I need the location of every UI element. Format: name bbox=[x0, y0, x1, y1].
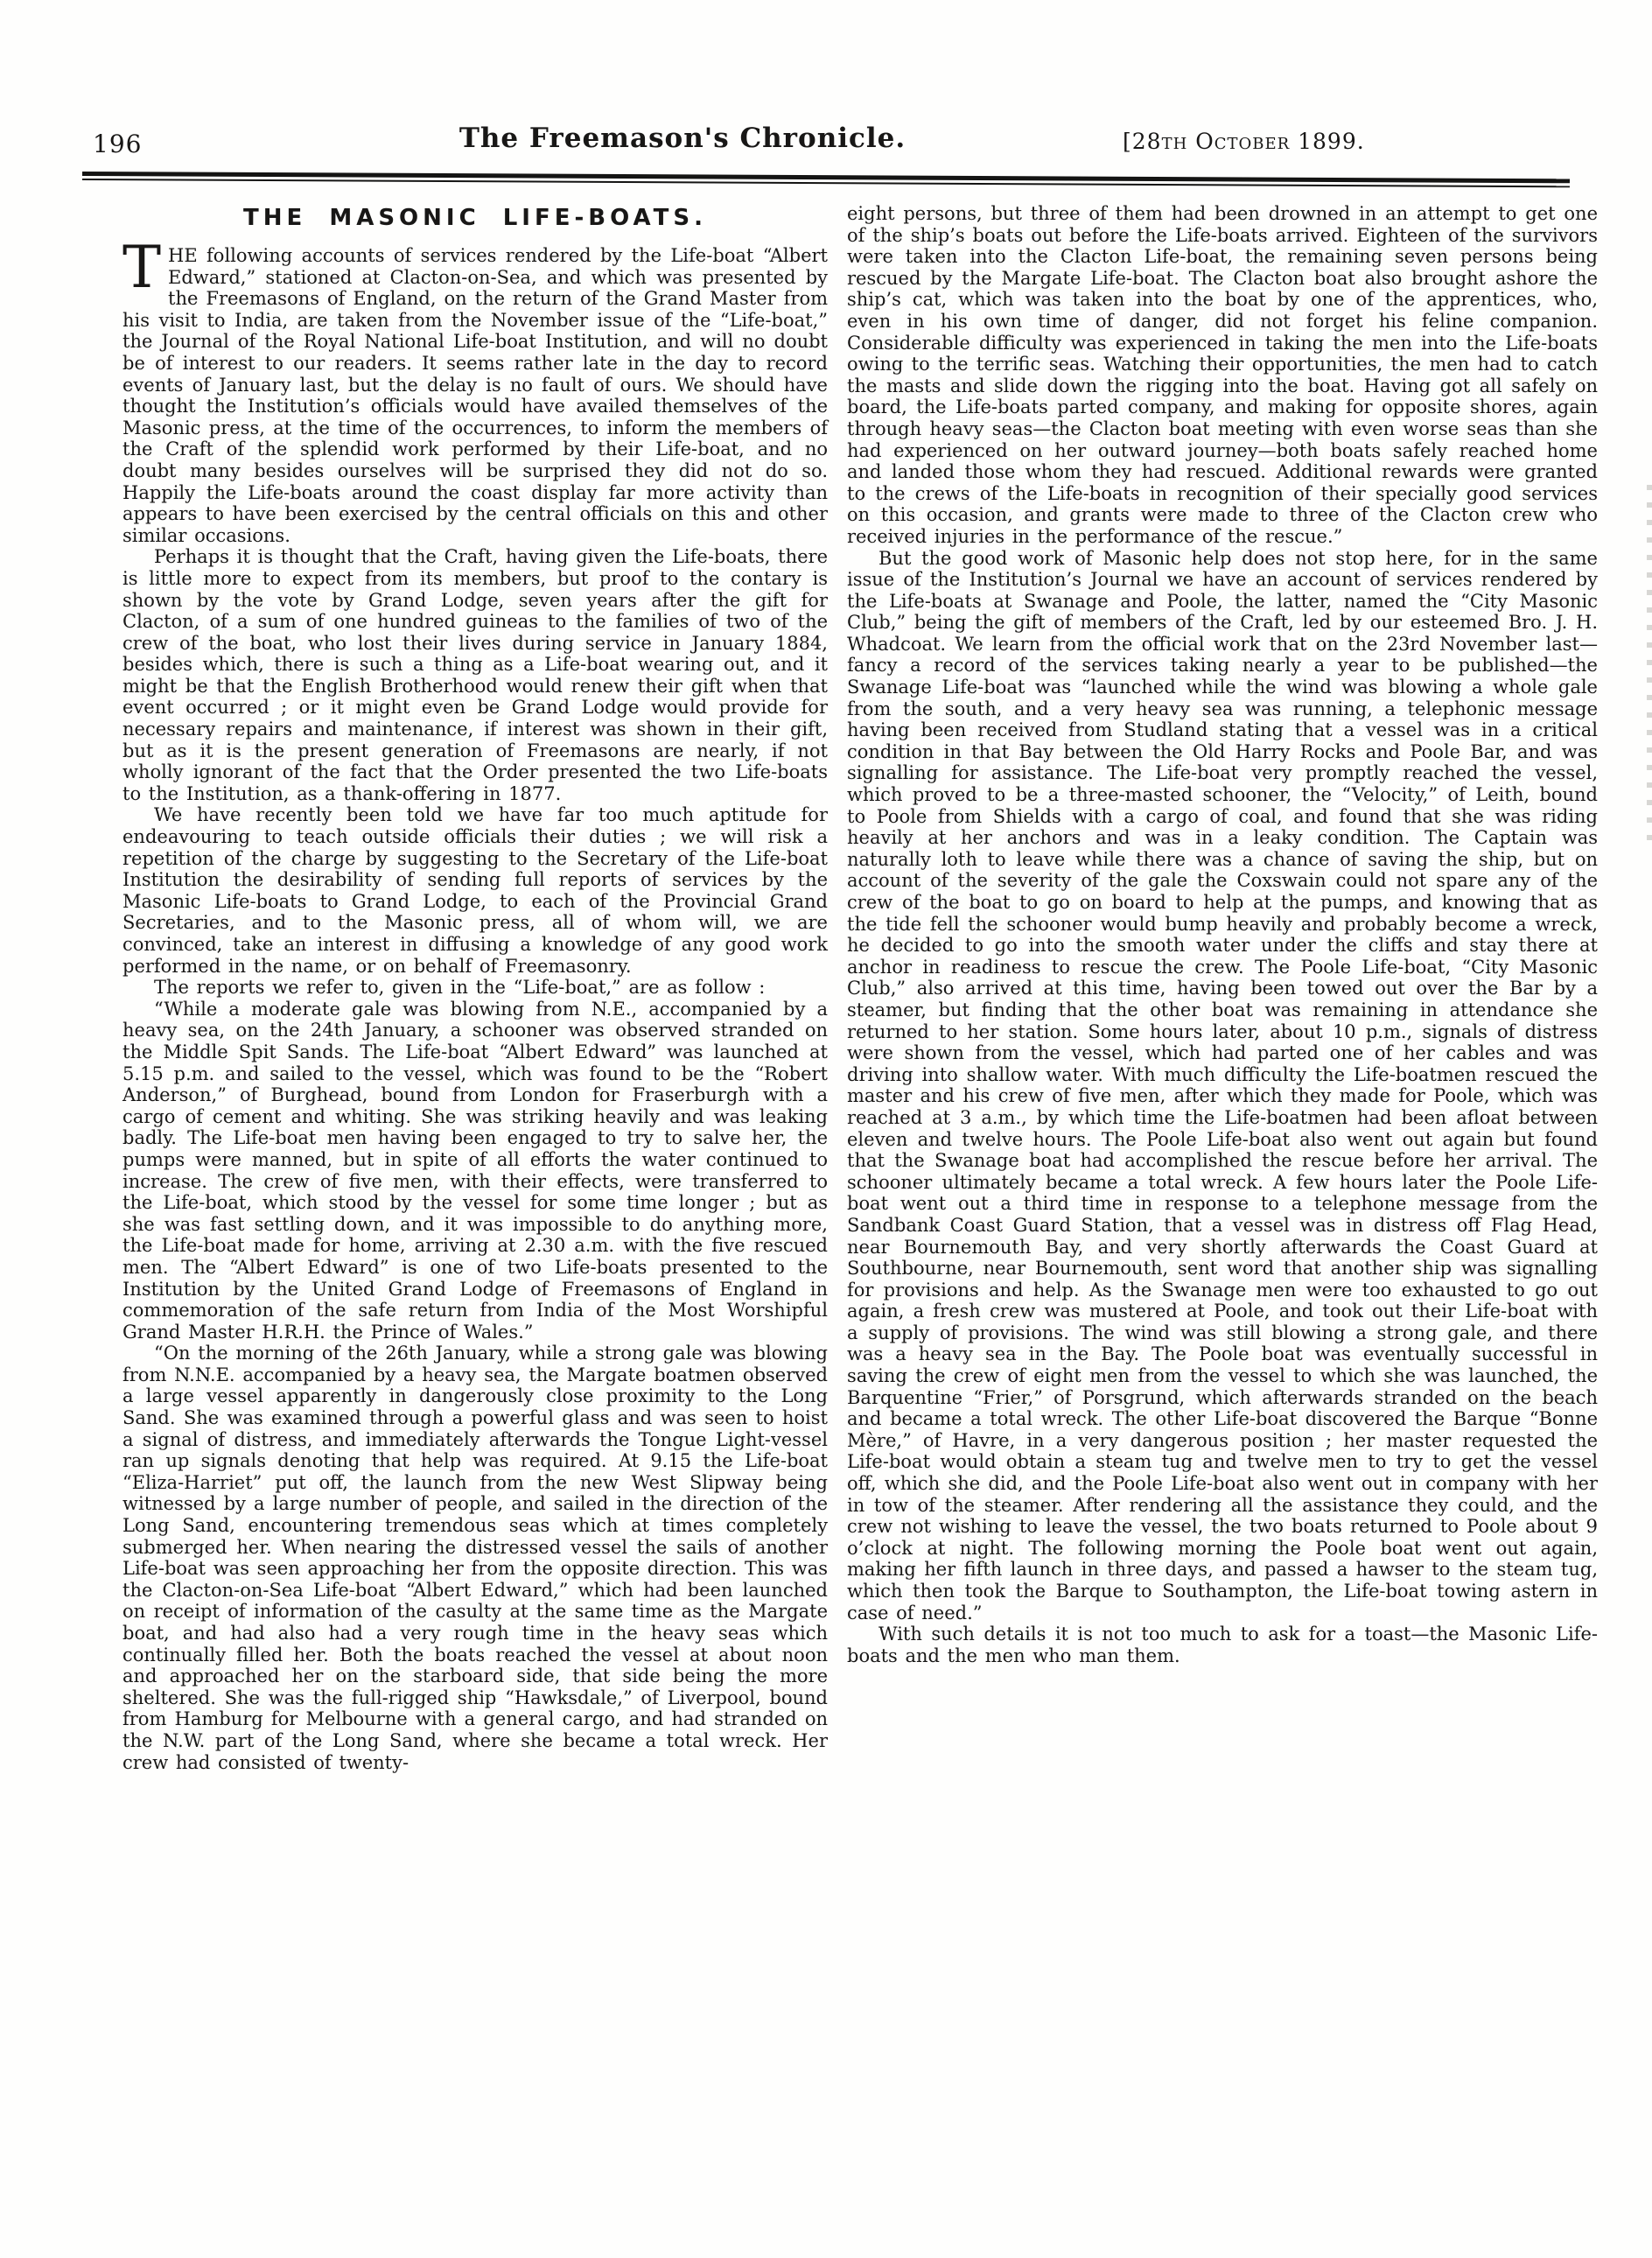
paragraph: With such details it is not too much to ask for a toast—the Masonic Life-boats and the men who man them. bbox=[847, 1623, 1598, 1666]
paragraph: But the good work of Masonic help does not stop here, for in the same issue of the Institution’s Journal we have an account of services rendered by the Life-boats at Swanage and Poole, the latter, named the “City Masonic Club,” being the gift of members of the Craft, led by our esteemed Bro. J. H. Whadcoat. We learn from the official work that on the 23rd November last—fancy a record of the services taking nearly a year to be published—the Swanage Life-boat was “launched while the wind was blowing a whole gale from the south, and a very heavy sea was running, a telephonic message having been received from Studland stating that a vessel was in a critical condition in that Bay between the Old Harry Rocks and Poole Bar, and was signalling for assistance. The Life-boat very promptly reached the vessel, which proved to be a three-masted schooner, the “Velocity,” of Leith, bound to Poole from Shields with a cargo of coal, and found that she was riding heavily at her anchors and was in a leaky condition. The Captain was naturally loth to leave while there was a chance of saving the ship, but on account of the severity of the gale the Coxswain could not spare any of the crew of the boat to go on board to help at the pumps, and knowing that as the tide fell the schooner would bump heavily and probably become a wreck, he decided to go into the smooth water under the cliffs and stay there at anchor in readiness to rescue the crew. The Poole Life-boat, “City Masonic Club,” also arrived at this time, having been towed out over the Bar by a steamer, but finding that the other boat was remaining in attendance she returned to her station. Some hours later, about 10 p.m., signals of distress were shown from the vessel, which had parted one of her cables and was driving into shallow water. With much difficulty the Life-boatmen rescued the master and his crew of five men, after which they made for Poole, which was reached at 3 a.m., by which time the Life-boatmen had been afloat between eleven and twelve hours. The Poole Life-boat also went out again but found that the Swanage boat had accomplished the rescue before her arrival. The schooner ultimately became a total wreck. A few hours later the Poole Life-boat went out a third time in response to a telephone message from the Sandbank Coast Guard Station, that a vessel was in distress off Flag Head, near Bournemouth Bay, and very shortly afterwards the Coast Guard at Southbourne, near Bournemouth, sent word that another ship was signalling for provisions and help. As the Swanage men were too exhausted to go out again, a fresh crew was mustered at Poole, and took out their Life-boat with a supply of provisions. The wind was still blowing a strong gale, and there was a heavy sea in the Bay. The Poole boat was eventually successful in saving the crew of eight men from the vessel to which she was launched, the Barquentine “Frier,” of Porsgrund, which afterwards stranded on the beach and became a total wreck. The other Life-boat discovered the Barque “Bonne Mère,” of Havre, in a very dangerous position ; her master requested the Life-boat would obtain a steam tug and twelve men to try to get the vessel off, which she did, and the Poole Life-boat also went out in company with her in tow of the steamer. After rendering all the assistance they could, and the crew not wishing to leave the vessel, the two boats returned to Poole about 9 o’clock at night. The following morning the Poole boat went out again, making her fifth launch in three days, and passed a hawser to the steam tug, which then took the Barque to Southampton, the Life-boat towing astern in case of need.” bbox=[847, 547, 1598, 1623]
paragraph bbox=[122, 234, 828, 546]
left-column bbox=[122, 203, 828, 1773]
paragraph: “On the morning of the 26th January, while a strong gale was blowing from N.N.E. accompanied by a heavy sea, the Margate boatmen observed a large vessel apparently in dangerously close proximity to the Long Sand. She was examined through a powerful glass and was seen to hoist a signal of distress, and immediately afterwards the Tongue Light-vessel ran up signals denoting that help was required. At 9.15 the Life-boat “Eliza-Harriet” put off, the launch from the new West Slipway being witnessed by a large number of people, and sailed in the direction of the Long Sand, encountering tremendous seas which at times completely submerged her. When nearing the distressed vessel the sails of another Life-boat was seen approaching her from the opposite direction. This was the Clacton-on-Sea Life-boat “Albert Edward,” which had been launched on receipt of information of the casulty at the same time as the Margate boat, and had also had a very rough time in the heavy seas which continually filled her. Both the boats reached the vessel at about noon and approached her on the starboard side, that side being the more sheltered. She was the full-rigged ship “Hawksdale,” of Liverpool, bound from Hamburg for Melbourne with a general cargo, and had stranded on the N.W. part of the Long Sand, where she became a total wreck. Her crew had consisted of twenty- bbox=[122, 1343, 828, 1773]
paragraph: The reports we refer to, given in the “Life-boat,” are as follow : bbox=[154, 977, 766, 999]
masthead bbox=[0, 123, 1652, 175]
paragraph: Perhaps it is thought that the Craft, having given the Life-boats, there is little more to expect from its members, but proof to the contary is shown by the vote by Grand Lodge, seven years after the gift for Clacton, of a sum of one hundred guineas to the families of two of the crew of the boat, who lost their lives during service in January 1884, besides which, there is such a thing as a Life-boat wearing out, and it might be that the English Brotherhood would renew their gift when that event occurred ; or it might even be Grand Lodge would provide for necessary repairs and maintenance, if interest was shown in their gift, but as it is the present generation of Freemasons are nearly, if not wholly ignorant of the fact that the Order presented the two Life-boats to the Institution, as a thank-offering in 1877. bbox=[122, 546, 828, 804]
issue-date: [28th October 1899. bbox=[1123, 129, 1365, 154]
paragraph-text: HE following accounts of services rendered by the Life-boat “Albert Edward,” stationed at Clacton-on-Sea, and which was presented by the Freemasons of England, on the return of the Grand Master from his visit to India, are taken from the November issue of the “Life-boat,” the Journal of the Royal National Life-boat Institution, and will no doubt be of interest to our readers. It seems rather late in the day to record events of January last, but the delay is no fault of ours. We should have thought the Institution’s officials would have availed themselves of the Masonic press, at the time of the occurrences, to inform the members of the Craft of the splendid work performed by their Life-boat, and no doubt many besides ourselves will be surprised they did not do so. Happily the Life-boats around the coast display far more activity than appears to have been exercised by the central officials on this and other similar occasions. bbox=[122, 245, 828, 546]
right-column bbox=[847, 203, 1598, 1773]
page-number: 196 bbox=[93, 130, 143, 158]
scan-edge-artifact bbox=[1647, 473, 1652, 840]
paragraph: “While a moderate gale was blowing from N.E., accompanied by a heavy sea, on the 24th January, a schooner was observed stranded on the Middle Spit Sands. The Life-boat “Albert Edward” was launched at 5.15 p.m. and sailed to the vessel, which was found to be the “Robert Anderson,” of Burghead, bound from London for Fraserburgh with a cargo of cement and whiting. She was striking heavily and was leaking badly. The Life-boat men having been engaged to try to salve her, the pumps were manned, but in spite of all efforts the water continued to increase. The crew of five men, with their effects, were transferred to the Life-boat, which stood by the vessel for some time longer ; but as she was fast settling down, and it was impossible to do anything more, the Life-boat made for home, arriving at 2.30 a.m. with the five rescued men. The “Albert Edward” is one of two Life-boats presented to the Institution by the United Grand Lodge of Freemasons of England in commemoration of the safe return from India of the Most Worshipful Grand Master H.R.H. the Prince of Wales.” bbox=[122, 998, 828, 1343]
paragraph: We have recently been told we have far too much aptitude for endeavouring to teach outside officials their duties ; we will risk a repetition of the charge by suggesting to the Secretary of the Life-boat Institution the desirability of sending full reports of services by the Masonic Life-boats to Grand Lodge, to each of the Provincial Grand Secretaries, and to the Masonic press, all of whom will, we are convinced, take an interest in diffusing a knowledge of any good work performed in the name, or on behalf of Freemasonry. bbox=[122, 804, 828, 977]
drop-cap: T bbox=[122, 234, 162, 301]
paper-title: The Freemason's Chronicle. bbox=[458, 123, 906, 154]
article-headline: THE MASONIC LIFE-BOATS. bbox=[243, 205, 707, 231]
article-body bbox=[122, 203, 1598, 1773]
paragraph: eight persons, but three of them had been drowned in an attempt to get one of the ship’s boats out before the Life-boats arrived. Eighteen of the survivors were taken into the Clacton Life-boat, the remaining seven persons being rescued by the Margate Life-boat. The Clacton boat also brought ashore the ship’s cat, which was taken into the boat by one of the apprentices, who, even in his own time of danger, did not forget his feline companion. Considerable difficulty was experienced in taking the men into the Life-boats owing to the terrific seas. Watching their opportunities, the men had to catch the masts and slide down the rigging into the boat. Having got all safely on board, the Life-boats parted company, and making for opposite shores, again through heavy seas—the Clacton boat meeting with even worse seas than she had experienced on her outward journey—both boats safely reached home and landed those whom they had rescued. Additional rewards were granted to the crews of the Life-boats in recognition of their specially good services on this occasion, and grants were made to three of the Clacton crew who received injuries in the performance of the rescue.” bbox=[847, 203, 1598, 547]
